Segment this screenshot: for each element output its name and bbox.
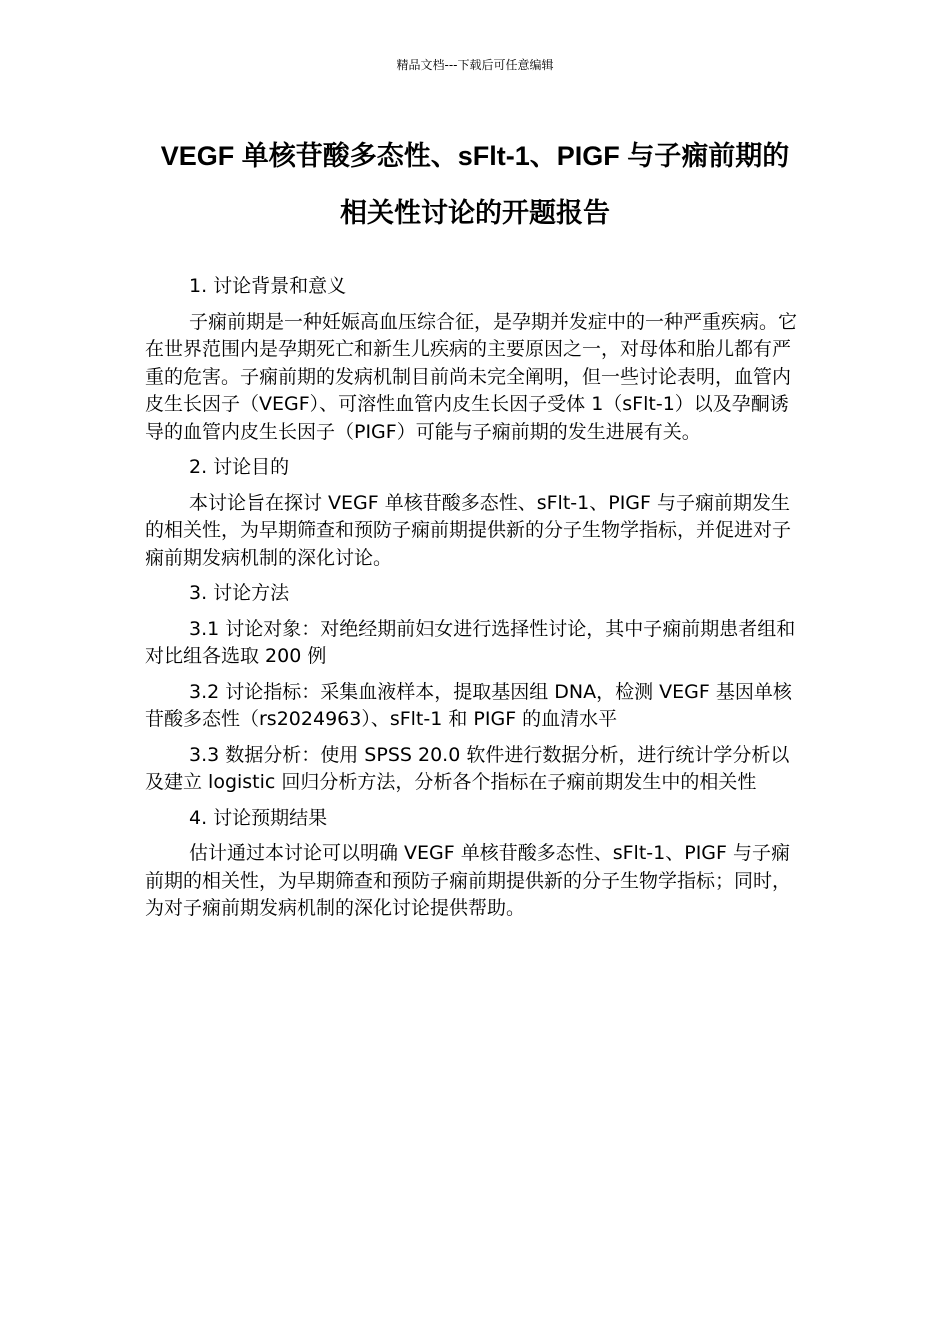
paragraph-expected-results: 估计通过本讨论可以明确 VEGF 单核苷酸多态性、sFlt-1、PIGF 与子痫前期的相关性，为早期筛查和预防子痫前期提供新的分子生物学指标；同时，为对子痫前期发病机制的深化讨论提供帮助。 — [145, 842, 792, 919]
paragraph-method-analysis: 3.3 数据分析：使用 SPSS 20.0 软件进行数据分析，进行统计学分析以及建立 logistic 回归分析方法，分析各个指标在子痫前期发生中的相关性 — [145, 743, 790, 793]
paragraph-method-indicators: 3.2 讨论指标：采集血液样本，提取基因组 DNA，检测 VEGF 基因单核苷酸多态性（rs2024963）、sFlt-1 和 PIGF 的血清水平 — [145, 680, 792, 730]
section-heading-expected-results: 4. 讨论预期结果 — [189, 806, 328, 829]
document-title-line-2: 相关性讨论的开题报告 — [340, 198, 610, 228]
paragraph-method-subjects: 3.1 讨论对象：对绝经期前妇女进行选择性讨论，其中子痫前期患者组和对比组各选取 200 例 — [145, 617, 796, 667]
paragraph-background: 子痫前期是一种妊娠高血压综合征，是孕期并发症中的一种严重疾病。它在世界范围内是孕期死亡和新生儿疾病的主要原因之一，对母体和胎儿都有严重的危害。子痫前期的发病机制目前尚未完全阐明，但一些讨论表明，血管内皮生长因子（VEGF）、可溶性血管内皮生长因子受体 1（sFlt-1）以及孕酮诱导的血管内皮生长因子（PIGF）可能与子痫前期的发生进展有关。 — [145, 310, 798, 443]
document-title-line-1: VEGF 单核苷酸多态性、sFlt-1、PIGF 与子痫前期的 — [160, 141, 790, 171]
header-note: 精品文档---下载后可任意编辑 — [396, 58, 554, 72]
section-heading-purpose: 2. 讨论目的 — [189, 456, 290, 478]
document-body — [145, 273, 807, 931]
section-heading-methods: 3. 讨论方法 — [189, 582, 290, 604]
paragraph-purpose: 本讨论旨在探讨 VEGF 单核苷酸多态性、sFlt-1、PIGF 与子痫前期发生的相关性，为早期筛查和预防子痫前期提供新的分子生物学指标，并促进对子痫前期发病机制的深化讨论。 — [145, 491, 792, 569]
section-heading-background: 1. 讨论背景和意义 — [189, 275, 347, 297]
